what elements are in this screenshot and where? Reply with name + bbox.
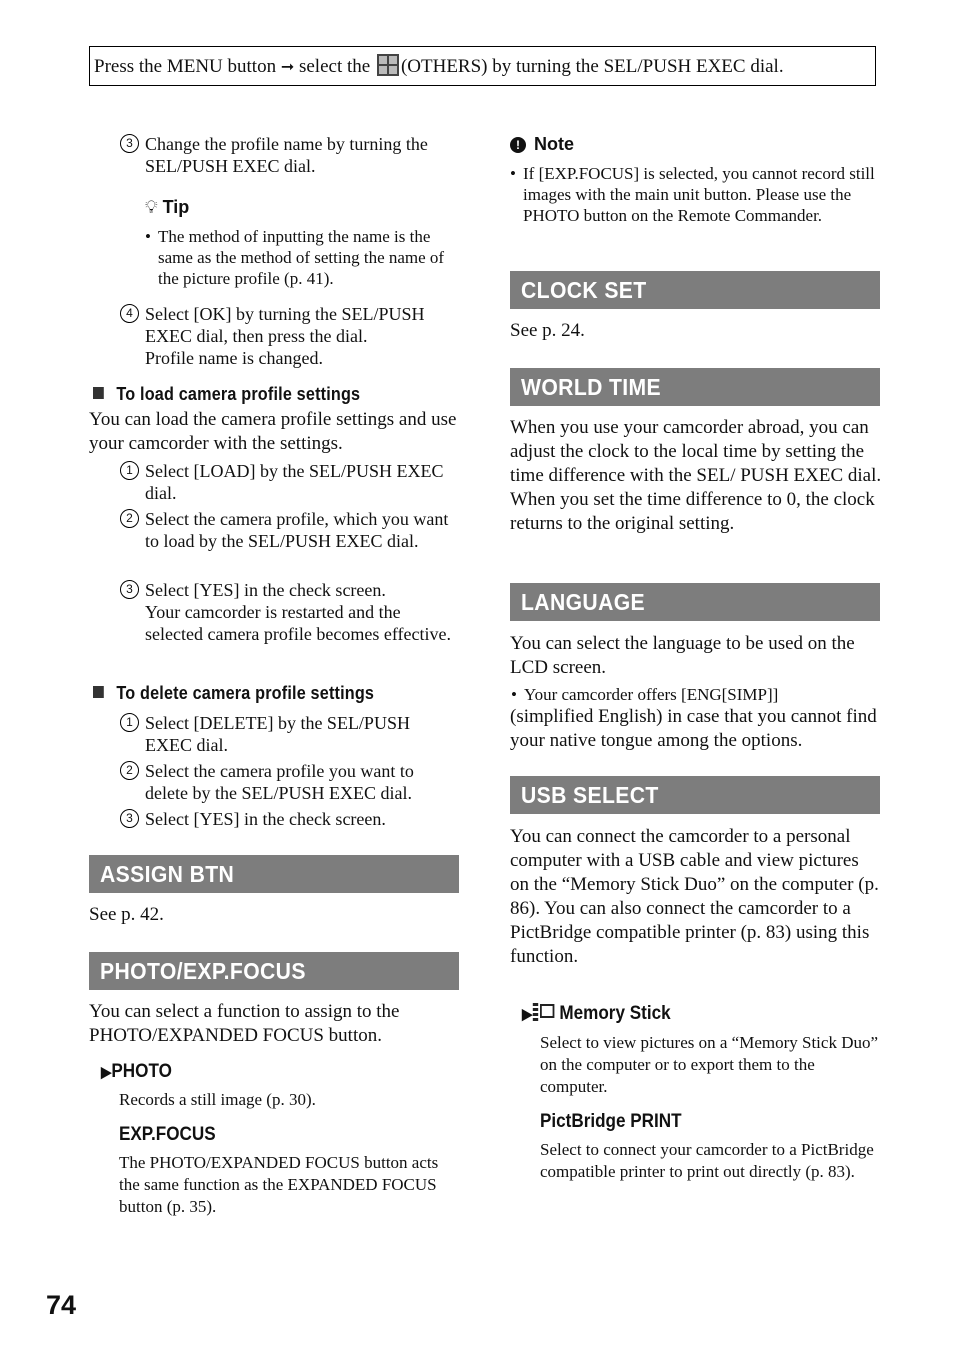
- delete-profile-heading: To delete camera profile settings: [93, 683, 453, 704]
- clock-set-heading: CLOCK SET: [510, 271, 880, 309]
- clock-set-text: See p. 24.: [510, 320, 585, 341]
- expfocus-option-text: The PHOTO/EXPANDED FOCUS button acts the same function as the EXPANDED FOCUS button (p. 35).: [119, 1153, 439, 1216]
- photo-option-text: Records a still image (p. 30).: [119, 1090, 316, 1109]
- photo-option-heading: ▶PHOTO: [101, 1061, 172, 1082]
- assign-btn-heading: ASSIGN BTN: [89, 855, 459, 893]
- expfocus-option-heading: EXP.FOCUS: [119, 1124, 216, 1145]
- tip-heading: 💡︎ Tip: [145, 197, 190, 218]
- photo-exp-focus-text: You can select a function to assign to the PHOTO/EXPANDED FOCUS button.: [89, 1001, 400, 1046]
- menu-instruction-box: [89, 46, 876, 86]
- step-change-profile-name: 3 Change the profile name by turning the SEL/PUSH EXEC dial.: [145, 133, 461, 177]
- tip-bullet: • The method of inputting the name is the same as the method of setting the name of the picture profile (p. 41).: [145, 227, 445, 288]
- load-intro-text: You can load the camera profile settings and use your camcorder with the settings.: [89, 409, 457, 454]
- note-bullet: • If [EXP.FOCUS] is selected, you cannot record still images with the main unit button. Please use the PHOTO button on the Remote Commander.: [510, 164, 875, 225]
- load-step-3: 3 Select [YES] in the check screen. Your camcorder is restarted and the selected camera profile becomes effective.: [145, 579, 461, 645]
- memory-stick-icon: [532, 1003, 555, 1021]
- memory-stick-option-text: Select to view pictures on a “Memory Stick Duo” on the computer or to export them to the computer.: [540, 1033, 879, 1096]
- default-marker-icon: ▶: [522, 1006, 533, 1023]
- language-bullet: • Your camcorder offers [ENG[SIMP]]: [511, 685, 779, 704]
- load-step-2: 2 Select the camera profile, which you want to load by the SEL/PUSH EXEC dial.: [145, 508, 461, 552]
- header-suffix: (OTHERS) by turning the SEL/PUSH EXEC dial.: [400, 56, 784, 77]
- usb-select-heading: USB SELECT: [510, 776, 880, 814]
- photo-exp-focus-heading: PHOTO/EXP.FOCUS: [89, 952, 459, 990]
- step-number: 3: [120, 134, 139, 153]
- square-bullet-icon: [93, 387, 104, 399]
- note-icon: !: [510, 137, 526, 153]
- world-time-heading: WORLD TIME: [510, 368, 880, 406]
- load-step-1: 1 Select [LOAD] by the SEL/PUSH EXEC dial.: [145, 460, 461, 504]
- square-bullet-icon: [93, 686, 104, 698]
- arrow-icon: ➞: [280, 57, 295, 76]
- lightbulb-icon: 💡︎: [145, 197, 158, 218]
- page-number: 74: [46, 1290, 77, 1320]
- delete-step-3: 3 Select [YES] in the check screen.: [145, 808, 461, 830]
- usb-select-text: You can connect the camcorder to a personal computer with a USB cable and view pictures on the “Memory Stick Duo” on the computer (p. 86). You can also connect the camcorder to a PictBridge compatible printer (p. 83) using this function.: [510, 826, 879, 967]
- step-select-ok: 4 Select [OK] by turning the SEL/PUSH EXEC dial, then press the dial. Profile name is changed.: [145, 303, 461, 369]
- header-prefix: Press the MENU button: [94, 56, 277, 77]
- memory-stick-option-heading: ▶ Memory Stick: [522, 1003, 671, 1024]
- delete-step-2: 2 Select the camera profile you want to delete by the SEL/PUSH EXEC dial.: [145, 760, 461, 804]
- others-menu-icon: [377, 54, 399, 76]
- note-heading: ! Note: [510, 134, 574, 155]
- world-time-text: When you use your camcorder abroad, you can adjust the clock to the local time by setting the time difference with the SEL/ PUSH EXEC dial. When you set the time difference to 0, the clock returns to the original setting.: [510, 417, 882, 534]
- step-number: 4: [120, 304, 139, 323]
- pictbridge-option-text: Select to connect your camcorder to a PictBridge compatible printer to print out directly (p. 83).: [540, 1140, 874, 1181]
- load-profile-heading: To load camera profile settings: [93, 384, 453, 405]
- language-bullet-continued: (simplified English) in case that you cannot find your native tongue among the options.: [510, 706, 877, 751]
- pictbridge-option-heading: PictBridge PRINT: [540, 1111, 682, 1132]
- header-middle: select the: [298, 56, 371, 77]
- language-heading: LANGUAGE: [510, 583, 880, 621]
- delete-step-1: 1 Select [DELETE] by the SEL/PUSH EXEC dial.: [145, 712, 461, 756]
- assign-btn-text: See p. 42.: [89, 904, 164, 925]
- default-marker-icon: ▶: [101, 1064, 112, 1081]
- language-text: You can select the language to be used on the LCD screen.: [510, 633, 855, 678]
